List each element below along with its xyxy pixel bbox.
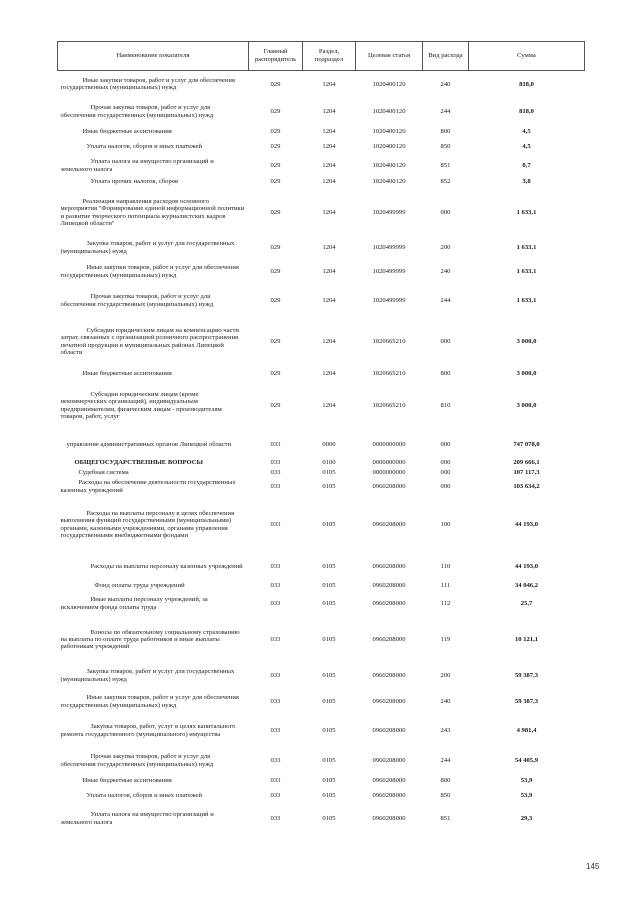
row-section-code: 0105 (322, 671, 336, 679)
row-target-code: 0960208000 (372, 776, 406, 784)
row-target-code: 0960208000 (372, 581, 406, 589)
row-section-code: 0105 (322, 756, 336, 764)
row-expense-code: 851 (440, 161, 451, 169)
row-ministry-code: 029 (270, 142, 281, 150)
row-ministry-code: 033 (270, 440, 281, 448)
header-section: Раздел, подраздел (303, 42, 356, 71)
row-sum: 4,5 (522, 142, 531, 150)
row-name: ОБЩЕГОСУДАРСТВЕННЫЕ ВОПРОСЫ (74, 458, 203, 466)
row-section-code: 1204 (322, 401, 336, 409)
row-ministry-code: 029 (270, 296, 281, 304)
row-ministry-code: 029 (270, 177, 281, 185)
row-ministry-code: 033 (270, 671, 281, 679)
row-sum: 59 387,3 (514, 697, 539, 705)
table-row (58, 368, 585, 380)
row-target-code: 1020400120 (372, 161, 406, 169)
row-sum: 747 078,0 (513, 440, 540, 448)
row-name: Прочая закупка товаров, работ и услуг для обеспечения государственных (муниципальных) нужд (60, 293, 214, 308)
row-sum: 107 117,3 (513, 468, 540, 476)
row-expense-code: 000 (440, 208, 451, 216)
header-expense-type: Вид расхода (423, 42, 469, 71)
row-section-code: 1204 (322, 267, 336, 275)
row-expense-code: 111 (440, 581, 451, 589)
row-ministry-code: 029 (270, 369, 281, 377)
row-expense-code: 240 (440, 80, 451, 88)
row-sum: 4,5 (522, 127, 531, 135)
row-section-code: 0105 (322, 726, 336, 734)
row-ministry-code: 033 (270, 458, 281, 466)
table-row (58, 432, 585, 458)
row-target-code: 1020400120 (372, 142, 406, 150)
row-section-code: 0105 (322, 599, 336, 607)
row-expense-code: 800 (440, 127, 451, 135)
row-ministry-code: 033 (270, 520, 281, 528)
table-row (58, 776, 585, 786)
row-section-code: 1204 (322, 80, 336, 88)
row-target-code: 0000000000 (372, 468, 406, 476)
row-name: Прочая закупка товаров, работ и услуг для обеспечения государственных (муниципальных) нужд (60, 753, 214, 768)
row-name: Уплата налога на имущество организаций и земельного налога (60, 158, 214, 173)
row-ministry-code: 033 (270, 791, 281, 799)
row-section-code: 1204 (322, 177, 336, 185)
table-body (58, 71, 585, 832)
row-sum: 29,3 (520, 814, 533, 822)
row-ministry-code: 029 (270, 161, 281, 169)
row-sum: 1 633,1 (516, 296, 537, 304)
row-expense-code: 244 (440, 296, 451, 304)
table-row (58, 188, 585, 238)
row-target-code: 1020400120 (372, 127, 406, 135)
row-expense-code: 810 (440, 401, 451, 409)
table-row (58, 496, 585, 554)
row-section-code: 0105 (322, 635, 336, 643)
row-ministry-code: 033 (270, 468, 281, 476)
row-target-code: 1020400120 (372, 177, 406, 185)
table-row (58, 806, 585, 832)
row-ministry-code: 033 (270, 756, 281, 764)
row-ministry-code: 033 (270, 814, 281, 822)
row-sum: 1 633,1 (516, 243, 537, 251)
table-row (58, 126, 585, 138)
row-sum: 10 121,1 (514, 635, 539, 643)
row-expense-code: 243 (440, 726, 451, 734)
row-expense-code: 000 (440, 482, 451, 490)
budget-table (57, 41, 585, 832)
row-sum: 3 000,0 (516, 337, 537, 345)
row-expense-code: 000 (440, 337, 451, 345)
row-sum: 53,9 (520, 791, 533, 799)
table-row (58, 478, 585, 496)
table-row (58, 688, 585, 716)
table-row (58, 71, 585, 98)
row-target-code: 1020499999 (372, 296, 406, 304)
row-sum: 3 000,0 (516, 401, 537, 409)
row-ministry-code: 033 (270, 635, 281, 643)
table-row (58, 156, 585, 176)
row-target-code: 1020665210 (372, 337, 406, 345)
row-name: Закупка товаров, работ и услуг для государственных (муниципальных) нужд (60, 668, 235, 683)
row-sum: 209 666,1 (513, 458, 540, 466)
row-ministry-code: 029 (270, 107, 281, 115)
row-ministry-code: 033 (270, 599, 281, 607)
table-row (58, 138, 585, 156)
row-target-code: 0960208000 (372, 562, 406, 570)
table-row (58, 554, 585, 580)
row-name: Судебная система (78, 468, 129, 476)
row-sum: 103 634,2 (513, 482, 540, 490)
table-row (58, 746, 585, 776)
row-ministry-code: 033 (270, 726, 281, 734)
row-ministry-code: 033 (270, 776, 281, 784)
row-expense-code: 000 (440, 468, 451, 476)
row-target-code: 1020499999 (372, 267, 406, 275)
row-section-code: 0105 (322, 468, 336, 476)
row-name: Иные бюджетные ассигнования (82, 127, 172, 135)
table-row (58, 786, 585, 806)
table-row (58, 616, 585, 664)
row-expense-code: 850 (440, 791, 451, 799)
row-section-code: 0105 (322, 482, 336, 490)
header-sum: Сумма (469, 42, 585, 71)
row-ministry-code: 029 (270, 127, 281, 135)
row-name: Взносы по обязательному социальному страхованию на выплаты по оплате труда работников и иные выплаты работникам учреждений (60, 628, 240, 651)
row-ministry-code: 033 (270, 562, 281, 570)
row-name: Уплата налогов, сборов и иных платежей (86, 142, 202, 150)
row-section-code: 0100 (322, 458, 336, 466)
row-name: Закупка товаров, работ и услуг для государственных (муниципальных) нужд (60, 240, 235, 255)
table-row (58, 286, 585, 316)
row-section-code: 1204 (322, 208, 336, 216)
row-section-code: 1204 (322, 337, 336, 345)
row-sum: 3,8 (522, 177, 531, 185)
row-sum: 54 405,9 (514, 756, 539, 764)
row-expense-code: 244 (440, 756, 451, 764)
row-section-code: 0000 (322, 440, 336, 448)
row-target-code: 0960208000 (372, 482, 406, 490)
row-target-code: 0960208000 (372, 635, 406, 643)
table-row (58, 238, 585, 258)
row-ministry-code: 033 (270, 697, 281, 705)
row-sum: 53,9 (520, 776, 533, 784)
row-expense-code: 852 (440, 177, 451, 185)
table-row (58, 176, 585, 188)
row-target-code: 0960208000 (372, 697, 406, 705)
row-ministry-code: 029 (270, 80, 281, 88)
row-target-code: 1020499999 (372, 208, 406, 216)
row-section-code: 1204 (322, 127, 336, 135)
table-row (58, 716, 585, 746)
row-sum: 0,7 (522, 161, 531, 169)
row-section-code: 0105 (322, 581, 336, 589)
row-expense-code: 240 (440, 697, 451, 705)
row-name: Расходы на обеспечение деятельности государственных казенных учреждений (60, 479, 236, 494)
row-target-code: 1020400120 (372, 80, 406, 88)
table-row (58, 98, 585, 126)
row-name: Субсидии юридическим лицам (кроме некоммерческих организаций), индивидуальным предпринимателям, физическим лицам - производителям товаров, работ, услуг (60, 390, 222, 420)
row-expense-code: 000 (440, 458, 451, 466)
row-expense-code: 110 (440, 562, 451, 570)
table-row (58, 258, 585, 286)
row-name: Субсидии юридическим лицам на компенсацию части затрат, связанных с организацией розничного распространения печатной продукции в муниципальных районах Липецкой области (60, 326, 239, 356)
row-section-code: 0105 (322, 697, 336, 705)
row-name: Уплата налогов, сборов и иных платежей (86, 791, 202, 799)
row-expense-code: 200 (440, 671, 451, 679)
row-target-code: 0000000000 (372, 458, 406, 466)
row-name: Расходы на выплаты персоналу казенных учреждений (90, 562, 243, 570)
row-name: Расходы на выплаты персоналу в целях обеспечения выполнения функций государственными (муниципальными) органами, казенными учреждениями, органами управления государственными внебюджетными фондами (60, 509, 235, 539)
row-sum: 1 633,1 (516, 267, 537, 275)
row-expense-code: 000 (440, 440, 451, 448)
table-row (58, 664, 585, 688)
row-target-code: 1020400120 (372, 107, 406, 115)
row-ministry-code: 029 (270, 208, 281, 216)
row-ministry-code: 029 (270, 267, 281, 275)
row-target-code: 0960208000 (372, 599, 406, 607)
header-ministry: Главный распорядитель (249, 42, 303, 71)
row-sum: 34 046,2 (514, 581, 539, 589)
row-target-code: 0960208000 (372, 726, 406, 734)
row-name: Иные бюджетные ассигнования (82, 369, 172, 377)
row-name: Закупка товаров, работ, услуг в целях капитального ремонта государственного (муниципального) имущества (60, 723, 236, 738)
row-expense-code: 240 (440, 267, 451, 275)
row-expense-code: 851 (440, 814, 451, 822)
row-expense-code: 100 (440, 520, 451, 528)
row-section-code: 0105 (322, 814, 336, 822)
row-target-code: 0960208000 (372, 814, 406, 822)
row-target-code: 1020499999 (372, 243, 406, 251)
row-name: Уплата прочих налогов, сборов (90, 177, 179, 185)
row-expense-code: 850 (440, 142, 451, 150)
row-section-code: 1204 (322, 296, 336, 304)
row-target-code: 0960208000 (372, 791, 406, 799)
row-name: Иные бюджетные ассигнования (82, 776, 172, 784)
row-target-code: 1020665210 (372, 401, 406, 409)
row-ministry-code: 029 (270, 243, 281, 251)
row-section-code: 0105 (322, 776, 336, 784)
row-target-code: 0960208000 (372, 756, 406, 764)
table-row (58, 458, 585, 468)
row-name: Реализация направления расходов основного мероприятия "Формирование единой информационной политики и развитие творческого потенциала журналистских кадров Липецкой области" (60, 197, 245, 227)
header-name: Наименование показателя (58, 42, 249, 71)
row-section-code: 1204 (322, 369, 336, 377)
row-section-code: 1204 (322, 161, 336, 169)
row-sum: 3 000,0 (516, 369, 537, 377)
row-section-code: 1204 (322, 107, 336, 115)
row-sum: 44 193,0 (514, 520, 539, 528)
row-section-code: 1204 (322, 243, 336, 251)
row-section-code: 0105 (322, 520, 336, 528)
row-expense-code: 800 (440, 776, 451, 784)
row-sum: 25,7 (520, 599, 533, 607)
row-name: Фонд оплаты труда учреждений (94, 581, 185, 589)
row-expense-code: 200 (440, 243, 451, 251)
table-row (58, 380, 585, 432)
row-ministry-code: 029 (270, 401, 281, 409)
table-header-row (58, 42, 585, 71)
table-row (58, 592, 585, 616)
row-target-code: 0960208000 (372, 671, 406, 679)
table-row (58, 468, 585, 478)
row-target-code: 1020665210 (372, 369, 406, 377)
row-section-code: 1204 (322, 142, 336, 150)
row-name: Иные закупки товаров, работ и услуг для обеспечения государственных (муниципальных) нужд (60, 694, 239, 709)
row-expense-code: 800 (440, 369, 451, 377)
budget-table-sheet (57, 41, 584, 832)
row-sum: 1 633,1 (516, 208, 537, 216)
table-row (58, 580, 585, 592)
table-row (58, 316, 585, 368)
row-expense-code: 112 (440, 599, 451, 607)
row-expense-code: 244 (440, 107, 451, 115)
header-target-article: Целевая статья (356, 42, 423, 71)
row-name: Прочая закупка товаров, работ и услуг для обеспечения государственных (муниципальных) нужд (60, 104, 214, 119)
row-target-code: 0960208000 (372, 520, 406, 528)
row-expense-code: 119 (440, 635, 451, 643)
row-ministry-code: 033 (270, 581, 281, 589)
row-target-code: 0000000000 (372, 440, 406, 448)
row-name: управление административных органов Липецкой области (66, 440, 232, 448)
row-sum: 4 981,4 (516, 726, 537, 734)
row-sum: 59 387,3 (514, 671, 539, 679)
row-section-code: 0105 (322, 562, 336, 570)
row-ministry-code: 033 (270, 482, 281, 490)
row-ministry-code: 029 (270, 337, 281, 345)
row-name: Уплата налога на имущество организаций и земельного налога (60, 811, 214, 826)
row-name: Иные выплаты персоналу учреждений, за исключением фонда оплаты труда (60, 596, 208, 611)
row-section-code: 0105 (322, 791, 336, 799)
page-number: 145 (586, 862, 600, 871)
row-sum: 818,0 (519, 107, 534, 115)
row-sum: 44 193,0 (514, 562, 539, 570)
row-name: Иные закупки товаров, работ и услуг для обеспечения государственных (муниципальных) нужд (60, 76, 235, 92)
row-sum: 818,0 (519, 80, 534, 88)
row-name: Иные закупки товаров, работ и услуг для обеспечения государственных (муниципальных) нужд (60, 264, 239, 279)
